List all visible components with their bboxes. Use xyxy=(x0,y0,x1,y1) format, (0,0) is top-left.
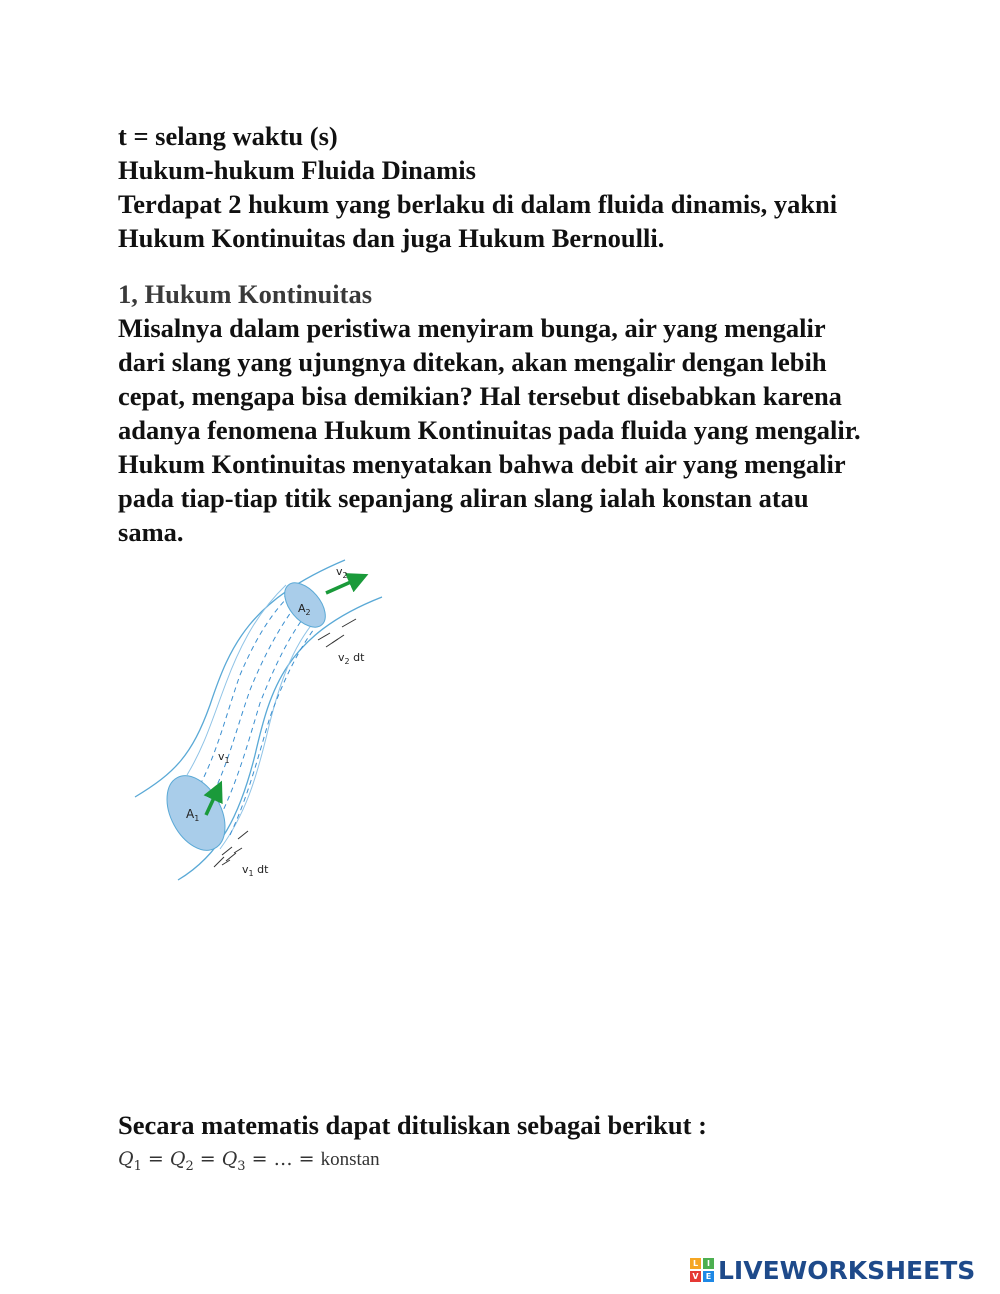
logo-cell: I xyxy=(703,1258,714,1269)
logo-cell: V xyxy=(690,1271,701,1282)
liveworksheets-logo xyxy=(690,1254,975,1286)
intro-line: Terdapat 2 hukum yang berlaku di dalam fluida dinamis, yakni xyxy=(118,189,838,219)
math-intro: Secara matematis dapat dituliskan sebagai berikut : xyxy=(118,1110,707,1140)
tube-edge-far xyxy=(187,585,286,775)
logo-cell: E xyxy=(703,1271,714,1282)
streamline xyxy=(200,595,290,785)
body-line: sama. xyxy=(118,517,184,547)
streamline xyxy=(230,629,314,835)
body-line: adanya fenomena Hukum Kontinuitas pada fluida yang mengalir. xyxy=(118,415,861,445)
label-v2: $v_2$ xyxy=(336,565,348,580)
section-heading: 1, Hukum Kontinuitas xyxy=(118,279,373,309)
continuity-formula: $Q_1 = Q_2 = Q_3$ = … = konstan xyxy=(118,1148,380,1174)
body-line: pada tiap-tiap titik sepanjang aliran slang ialah konstan atau xyxy=(118,483,809,513)
streamline xyxy=(220,617,304,817)
body-line: cepat, mengapa bisa demikian? Hal tersebut disebabkan karena xyxy=(118,381,842,411)
label-v2dt: $v_2$ dt xyxy=(338,651,365,666)
label-v1: $v_1$ xyxy=(218,750,230,765)
body-line: dari slang yang ujungnya ditekan, akan mengalir dengan lebih xyxy=(118,347,827,377)
label-a1: $A_1$ xyxy=(186,807,200,823)
logo-cell: L xyxy=(690,1258,701,1269)
intro-line: t = selang waktu (s) xyxy=(118,121,338,151)
body-line: Misalnya dalam peristiwa menyiram bunga, air yang mengalir xyxy=(118,313,826,343)
label-v1dt: $v_1$ dt xyxy=(242,863,269,878)
intro-line: Hukum Kontinuitas dan juga Hukum Bernoulli. xyxy=(118,223,665,253)
streamline xyxy=(210,605,296,800)
section-body xyxy=(118,311,958,549)
logo-mark xyxy=(690,1258,714,1282)
intro-text xyxy=(118,119,958,255)
body-line: Hukum Kontinuitas menyatakan bahwa debit air yang mengalir xyxy=(118,449,846,479)
continuity-tube-diagram xyxy=(130,555,390,890)
logo-wordmark: LIVEWORKSHEETS xyxy=(718,1255,976,1285)
label-a2: $A_2$ xyxy=(298,602,311,617)
area-disc-a1 xyxy=(155,766,237,860)
intro-line: Hukum-hukum Fluida Dinamis xyxy=(118,155,476,185)
